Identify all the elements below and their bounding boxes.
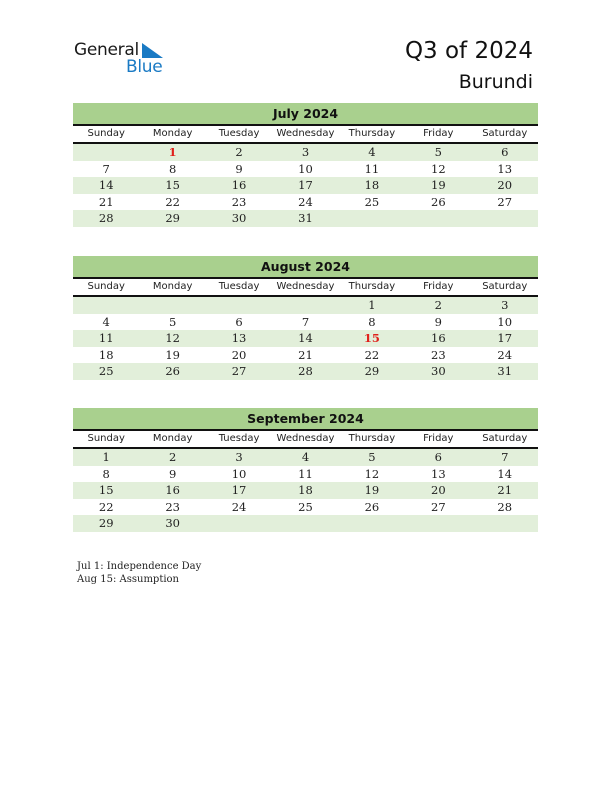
day-cell: 4: [301, 450, 310, 464]
day-cell: 17: [298, 178, 313, 192]
day-cell: 20: [497, 178, 513, 192]
day-cell: 19: [165, 347, 180, 362]
day-cell: 26: [364, 499, 380, 514]
day-cell: 12: [165, 331, 180, 345]
day-cell: 12: [431, 161, 446, 176]
day-cell: [206, 515, 272, 532]
day-cell: 30: [165, 516, 180, 530]
day-cell: 25: [98, 364, 114, 378]
day-cell: 1: [102, 450, 110, 464]
weekday-label: Tuesday: [218, 433, 260, 444]
weekday-header-row: [73, 277, 538, 297]
day-cell: 30: [431, 364, 446, 378]
week-row: [73, 466, 538, 483]
weekday-label: Saturday: [482, 128, 528, 139]
holiday-day-cell: 15: [363, 331, 380, 345]
month-title: September 2024: [73, 408, 538, 429]
day-cell: 5: [434, 145, 442, 159]
day-cell: 22: [165, 194, 180, 209]
day-cell: 21: [497, 483, 513, 497]
weekday-label: Sunday: [87, 281, 125, 292]
day-cell: 29: [364, 364, 380, 378]
day-cell: 11: [298, 466, 313, 481]
day-cell: 18: [298, 483, 313, 497]
day-cell: [139, 297, 205, 314]
weekday-label: Friday: [423, 281, 454, 292]
day-cell: 2: [434, 298, 442, 312]
day-cell: [206, 297, 272, 314]
country-name: Burundi: [458, 71, 533, 93]
week-row: [73, 194, 538, 211]
weekday-label: Tuesday: [218, 281, 260, 292]
week-row: [73, 210, 538, 227]
week-row: [73, 363, 538, 380]
week-row: [73, 449, 538, 466]
week-row: [73, 482, 538, 499]
weekday-label: Monday: [152, 128, 193, 139]
day-cell: 18: [98, 347, 114, 362]
day-cell: 3: [301, 145, 310, 159]
day-cell: 10: [497, 314, 513, 329]
day-cell: 19: [364, 483, 380, 497]
weekday-label: Saturday: [482, 433, 528, 444]
day-cell: 24: [497, 347, 513, 362]
day-cell: 4: [368, 145, 376, 159]
day-cell: 31: [497, 364, 513, 378]
day-cell: 8: [168, 161, 177, 176]
weekday-label: Thursday: [348, 281, 396, 292]
day-cell: 22: [364, 347, 380, 362]
week-row: [73, 177, 538, 194]
day-cell: 20: [231, 347, 247, 362]
day-cell: 15: [165, 178, 180, 192]
day-cell: 23: [231, 194, 247, 209]
day-cell: 10: [231, 466, 247, 481]
weekday-label: Sunday: [87, 433, 125, 444]
weekday-label: Thursday: [348, 128, 396, 139]
day-cell: [339, 210, 405, 227]
day-cell: 9: [235, 161, 243, 176]
day-cell: 16: [165, 483, 180, 497]
day-cell: 2: [235, 145, 243, 159]
weekday-label: Monday: [152, 433, 193, 444]
generalblue-logo: [74, 40, 174, 80]
day-cell: 18: [364, 178, 380, 192]
day-cell: 28: [98, 211, 114, 225]
day-cell: 1: [368, 298, 376, 312]
day-cell: 30: [231, 211, 247, 225]
day-cell: 17: [497, 331, 513, 345]
day-cell: 3: [235, 450, 243, 464]
day-cell: 13: [497, 161, 513, 176]
day-cell: 10: [298, 161, 313, 176]
day-cell: 16: [431, 331, 446, 345]
day-cell: 6: [501, 145, 509, 159]
month-calendar: [73, 256, 538, 380]
day-cell: 9: [434, 314, 442, 329]
weekday-label: Friday: [423, 433, 454, 444]
day-cell: 22: [98, 499, 114, 514]
month-calendar: [73, 408, 538, 532]
day-cell: 27: [231, 364, 247, 378]
day-cell: 21: [98, 194, 114, 209]
day-cell: 15: [98, 483, 114, 497]
month-calendar: [73, 103, 538, 227]
holiday-day-cell: 1: [168, 145, 177, 159]
weekday-label: Friday: [423, 128, 454, 139]
day-cell: 16: [231, 178, 247, 192]
day-cell: 7: [102, 161, 110, 176]
day-cell: 11: [98, 331, 114, 345]
weekday-label: Wednesday: [276, 433, 335, 444]
day-cell: [472, 210, 538, 227]
day-cell: 12: [364, 466, 380, 481]
day-cell: 23: [431, 347, 446, 362]
day-cell: 19: [431, 178, 446, 192]
day-cell: [405, 515, 471, 532]
day-cell: 26: [431, 194, 446, 209]
day-cell: 13: [431, 466, 446, 481]
weekday-header-row: [73, 124, 538, 144]
day-cell: 25: [298, 499, 313, 514]
logo-text-blue: Blue: [126, 57, 163, 77]
day-cell: 8: [368, 314, 376, 329]
weekday-label: Tuesday: [218, 128, 260, 139]
week-row: [73, 499, 538, 516]
day-cell: 11: [364, 161, 380, 176]
day-cell: 4: [102, 314, 110, 329]
weekday-label: Saturday: [482, 281, 528, 292]
week-row: [73, 297, 538, 314]
day-cell: [472, 515, 538, 532]
week-row: [73, 330, 538, 347]
day-cell: 14: [298, 331, 313, 345]
day-cell: 24: [298, 194, 313, 209]
day-cell: 31: [298, 211, 313, 225]
holiday-note: Aug 15: Assumption: [77, 574, 180, 585]
week-row: [73, 314, 538, 331]
weekday-label: Sunday: [87, 128, 125, 139]
week-row: [73, 144, 538, 161]
day-cell: 6: [434, 450, 442, 464]
day-cell: 3: [501, 298, 509, 312]
day-cell: 27: [431, 499, 446, 514]
day-cell: 25: [364, 194, 380, 209]
holiday-notes: [77, 560, 201, 586]
day-cell: 28: [497, 499, 513, 514]
weekday-label: Thursday: [348, 433, 396, 444]
logo-triangle-icon: [142, 43, 163, 58]
week-row: [73, 515, 538, 532]
day-cell: 6: [235, 314, 243, 329]
day-cell: 29: [98, 516, 114, 530]
logo-text-general: General: [74, 40, 139, 60]
weekday-label: Wednesday: [276, 281, 335, 292]
day-cell: 26: [165, 364, 180, 378]
day-cell: 28: [298, 364, 313, 378]
day-cell: [73, 144, 139, 161]
holiday-note: Jul 1: Independence Day: [77, 561, 202, 572]
weekday-label: Wednesday: [276, 128, 335, 139]
day-cell: 23: [165, 499, 180, 514]
day-cell: 21: [298, 347, 313, 362]
day-cell: [272, 515, 338, 532]
day-cell: [405, 210, 471, 227]
day-cell: 13: [231, 331, 247, 345]
month-title: August 2024: [73, 256, 538, 277]
day-cell: 9: [168, 466, 177, 481]
day-cell: 17: [231, 483, 247, 497]
day-cell: 29: [165, 211, 180, 225]
day-cell: 7: [501, 450, 509, 464]
day-cell: 14: [497, 466, 513, 481]
day-cell: 8: [102, 466, 110, 481]
day-cell: 5: [168, 314, 177, 329]
day-cell: 14: [98, 178, 114, 192]
weekday-label: Monday: [152, 281, 193, 292]
week-row: [73, 347, 538, 364]
day-cell: [339, 515, 405, 532]
day-cell: [272, 297, 338, 314]
day-cell: 2: [168, 450, 177, 464]
week-row: [73, 161, 538, 178]
day-cell: 24: [231, 499, 247, 514]
weekday-header-row: [73, 429, 538, 449]
day-cell: 20: [431, 483, 446, 497]
day-cell: 27: [497, 194, 513, 209]
day-cell: 5: [368, 450, 376, 464]
day-cell: 7: [301, 314, 310, 329]
day-cell: [73, 297, 139, 314]
month-title: July 2024: [73, 103, 538, 124]
page-title: Q3 of 2024: [404, 38, 533, 64]
